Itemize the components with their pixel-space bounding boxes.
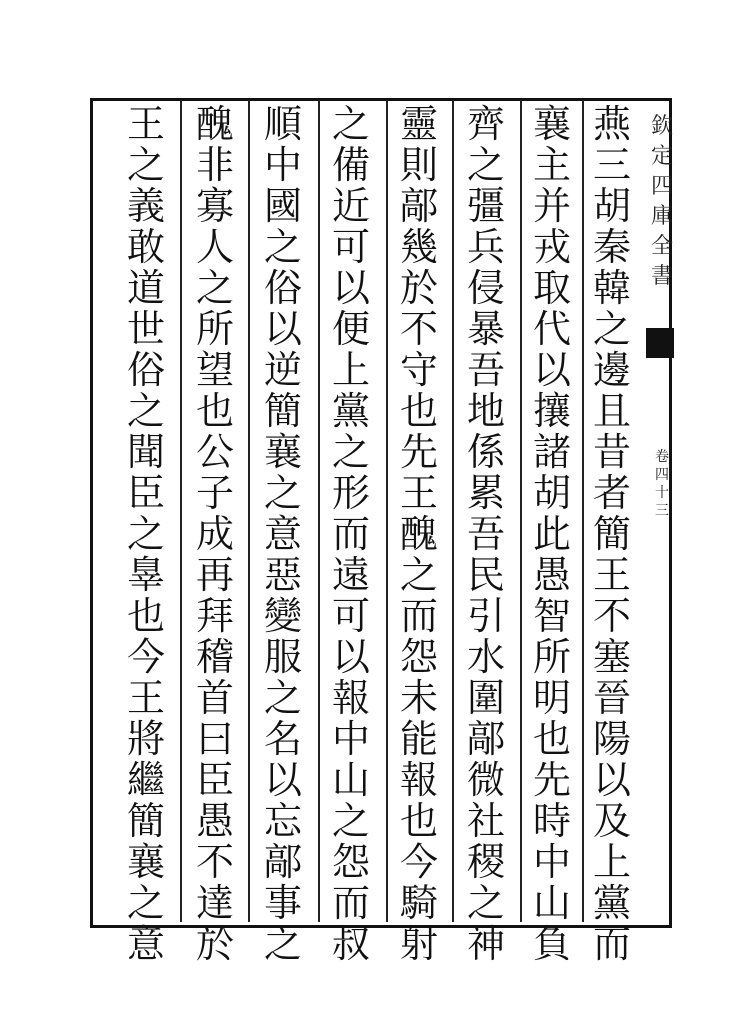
glyph: 達 xyxy=(195,881,234,925)
glyph: 所 xyxy=(195,307,234,351)
glyph: 也 xyxy=(195,389,234,433)
glyph: 遠 xyxy=(331,553,370,597)
glyph: 順 xyxy=(263,102,302,146)
glyph: 主 xyxy=(532,143,571,187)
glyph: 敢 xyxy=(126,225,165,269)
glyph: 中 xyxy=(331,717,370,761)
glyph: 係 xyxy=(466,430,505,474)
glyph: 望 xyxy=(195,348,234,392)
glyph: 十 xyxy=(655,485,669,501)
glyph: 忘 xyxy=(263,799,302,843)
glyph: 社 xyxy=(466,799,505,843)
glyph: 醜 xyxy=(195,102,234,146)
glyph: 子 xyxy=(195,471,234,515)
glyph: 三 xyxy=(592,143,631,187)
glyph: 則 xyxy=(399,143,438,187)
glyph: 先 xyxy=(399,430,438,474)
glyph: 神 xyxy=(466,922,505,966)
glyph: 之 xyxy=(126,881,165,925)
glyph: 愚 xyxy=(532,553,571,597)
glyph: 而 xyxy=(331,881,370,925)
glyph: 俗 xyxy=(263,266,302,310)
glyph: 負 xyxy=(532,922,571,966)
glyph: 騎 xyxy=(399,881,438,925)
glyph: 者 xyxy=(592,471,631,515)
glyph: 韓 xyxy=(592,266,631,310)
glyph: 明 xyxy=(532,676,571,720)
glyph: 戎 xyxy=(532,225,571,269)
text-column-5 xyxy=(323,104,379,965)
volume-label xyxy=(652,448,672,520)
glyph: 先 xyxy=(532,758,571,802)
text-column-7 xyxy=(187,104,243,965)
glyph: 齊 xyxy=(466,102,505,146)
fishtail-mark xyxy=(646,328,674,358)
glyph: 幾 xyxy=(399,225,438,269)
glyph: 全 xyxy=(650,234,673,259)
glyph: 之 xyxy=(195,266,234,310)
glyph: 道 xyxy=(126,266,165,310)
glyph: 王 xyxy=(399,471,438,515)
glyph: 三 xyxy=(655,503,669,519)
glyph: 中 xyxy=(532,840,571,884)
column-rule xyxy=(248,100,250,922)
glyph: 并 xyxy=(532,184,571,228)
text-column-2 xyxy=(524,104,580,965)
glyph: 繼 xyxy=(126,758,165,802)
glyph: 燕 xyxy=(592,102,631,146)
glyph: 而 xyxy=(331,512,370,556)
glyph: 王 xyxy=(126,102,165,146)
glyph: 備 xyxy=(331,143,370,187)
glyph: 民 xyxy=(466,553,505,597)
column-rule xyxy=(180,100,182,922)
glyph: 山 xyxy=(532,881,571,925)
glyph: 之 xyxy=(263,225,302,269)
glyph: 兵 xyxy=(466,225,505,269)
glyph: 首 xyxy=(195,676,234,720)
glyph: 服 xyxy=(263,635,302,679)
glyph: 以 xyxy=(331,635,370,679)
glyph: 國 xyxy=(263,184,302,228)
glyph: 及 xyxy=(592,799,631,843)
glyph: 非 xyxy=(195,143,234,187)
glyph: 諸 xyxy=(532,430,571,474)
glyph: 可 xyxy=(331,594,370,638)
glyph: 而 xyxy=(399,594,438,638)
glyph: 之 xyxy=(331,102,370,146)
glyph: 襄 xyxy=(532,102,571,146)
glyph: 醜 xyxy=(399,512,438,556)
glyph: 秦 xyxy=(592,225,631,269)
glyph: 稷 xyxy=(466,840,505,884)
glyph: 引 xyxy=(466,594,505,638)
glyph: 攘 xyxy=(532,389,571,433)
glyph: 書 xyxy=(650,264,673,289)
glyph: 以 xyxy=(331,266,370,310)
glyph: 以 xyxy=(592,758,631,802)
glyph: 便 xyxy=(331,307,370,351)
glyph: 取 xyxy=(532,266,571,310)
glyph: 智 xyxy=(532,594,571,638)
glyph: 之 xyxy=(263,471,302,515)
glyph: 之 xyxy=(331,799,370,843)
glyph: 以 xyxy=(532,348,571,392)
glyph: 上 xyxy=(331,348,370,392)
glyph: 所 xyxy=(532,635,571,679)
glyph: 今 xyxy=(126,635,165,679)
glyph: 射 xyxy=(399,922,438,966)
glyph: 守 xyxy=(399,348,438,392)
glyph: 欽 xyxy=(650,114,673,139)
glyph: 鄗 xyxy=(466,717,505,761)
glyph: 簡 xyxy=(263,389,302,433)
glyph: 吾 xyxy=(466,512,505,556)
glyph: 愚 xyxy=(195,799,234,843)
glyph: 上 xyxy=(592,840,631,884)
glyph: 定 xyxy=(650,144,673,169)
glyph: 簡 xyxy=(126,799,165,843)
glyph: 報 xyxy=(331,676,370,720)
glyph: 昔 xyxy=(592,430,631,474)
glyph: 圍 xyxy=(466,676,505,720)
glyph: 之 xyxy=(592,307,631,351)
glyph: 地 xyxy=(466,389,505,433)
glyph: 鄗 xyxy=(263,840,302,884)
glyph: 聞 xyxy=(126,430,165,474)
glyph: 逆 xyxy=(263,348,302,392)
glyph: 襄 xyxy=(263,430,302,474)
glyph: 塞 xyxy=(592,635,631,679)
column-rule xyxy=(520,100,522,922)
glyph: 形 xyxy=(331,471,370,515)
glyph: 惡 xyxy=(263,553,302,597)
glyph: 四 xyxy=(655,467,669,483)
book-title xyxy=(650,112,674,292)
glyph: 鄗 xyxy=(399,184,438,228)
glyph: 代 xyxy=(532,307,571,351)
glyph: 之 xyxy=(466,143,505,187)
glyph: 近 xyxy=(331,184,370,228)
glyph: 於 xyxy=(195,922,234,966)
glyph: 中 xyxy=(263,143,302,187)
glyph: 事 xyxy=(263,881,302,925)
glyph: 而 xyxy=(592,922,631,966)
glyph: 襄 xyxy=(126,840,165,884)
glyph: 也 xyxy=(126,594,165,638)
glyph: 今 xyxy=(399,840,438,884)
glyph: 變 xyxy=(263,594,302,638)
glyph: 意 xyxy=(263,512,302,556)
glyph: 意 xyxy=(126,922,165,966)
glyph: 曰 xyxy=(195,717,234,761)
glyph: 將 xyxy=(126,717,165,761)
glyph: 未 xyxy=(399,676,438,720)
glyph: 名 xyxy=(263,717,302,761)
glyph: 也 xyxy=(532,717,571,761)
glyph: 不 xyxy=(592,594,631,638)
glyph: 俗 xyxy=(126,348,165,392)
glyph: 也 xyxy=(399,799,438,843)
glyph: 彊 xyxy=(466,184,505,228)
glyph: 黨 xyxy=(331,389,370,433)
glyph: 寡 xyxy=(195,184,234,228)
text-column-4 xyxy=(391,104,447,965)
glyph: 此 xyxy=(532,512,571,556)
glyph: 臣 xyxy=(126,471,165,515)
glyph: 稽 xyxy=(195,635,234,679)
glyph: 以 xyxy=(263,307,302,351)
glyph: 再 xyxy=(195,553,234,597)
glyph: 晉 xyxy=(592,676,631,720)
glyph: 微 xyxy=(466,758,505,802)
glyph: 也 xyxy=(399,389,438,433)
glyph: 王 xyxy=(592,553,631,597)
text-column-1 xyxy=(584,104,640,965)
glyph: 公 xyxy=(195,430,234,474)
glyph: 以 xyxy=(263,758,302,802)
glyph: 之 xyxy=(263,922,302,966)
glyph: 之 xyxy=(466,881,505,925)
glyph: 黨 xyxy=(592,881,631,925)
glyph: 之 xyxy=(126,512,165,556)
glyph: 且 xyxy=(592,389,631,433)
glyph: 時 xyxy=(532,799,571,843)
glyph: 之 xyxy=(399,553,438,597)
text-column-6 xyxy=(255,104,311,965)
glyph: 之 xyxy=(126,389,165,433)
column-rule xyxy=(318,100,320,922)
glyph: 不 xyxy=(195,840,234,884)
glyph: 陽 xyxy=(592,717,631,761)
column-rule xyxy=(452,100,454,922)
glyph: 簡 xyxy=(592,512,631,556)
glyph: 拜 xyxy=(195,594,234,638)
glyph: 之 xyxy=(263,676,302,720)
glyph: 報 xyxy=(399,758,438,802)
glyph: 侵 xyxy=(466,266,505,310)
glyph: 王 xyxy=(126,676,165,720)
glyph: 累 xyxy=(466,471,505,515)
glyph: 四 xyxy=(650,174,673,199)
text-column-8 xyxy=(118,104,174,965)
glyph: 叔 xyxy=(331,922,370,966)
glyph: 成 xyxy=(195,512,234,556)
glyph: 辠 xyxy=(126,553,165,597)
text-column-3 xyxy=(458,104,514,965)
glyph: 卷 xyxy=(655,449,669,465)
glyph: 可 xyxy=(331,225,370,269)
glyph: 胡 xyxy=(592,184,631,228)
glyph: 吾 xyxy=(466,348,505,392)
glyph: 義 xyxy=(126,184,165,228)
glyph: 於 xyxy=(399,266,438,310)
glyph: 胡 xyxy=(532,471,571,515)
column-rule xyxy=(386,100,388,922)
glyph: 臣 xyxy=(195,758,234,802)
glyph: 人 xyxy=(195,225,234,269)
glyph: 水 xyxy=(466,635,505,679)
glyph: 庫 xyxy=(650,204,673,229)
glyph: 怨 xyxy=(331,840,370,884)
glyph: 之 xyxy=(331,430,370,474)
glyph: 能 xyxy=(399,717,438,761)
glyph: 不 xyxy=(399,307,438,351)
glyph: 世 xyxy=(126,307,165,351)
glyph: 靈 xyxy=(399,102,438,146)
glyph: 之 xyxy=(126,143,165,187)
glyph: 山 xyxy=(331,758,370,802)
glyph: 邊 xyxy=(592,348,631,392)
glyph: 怨 xyxy=(399,635,438,679)
glyph: 暴 xyxy=(466,307,505,351)
